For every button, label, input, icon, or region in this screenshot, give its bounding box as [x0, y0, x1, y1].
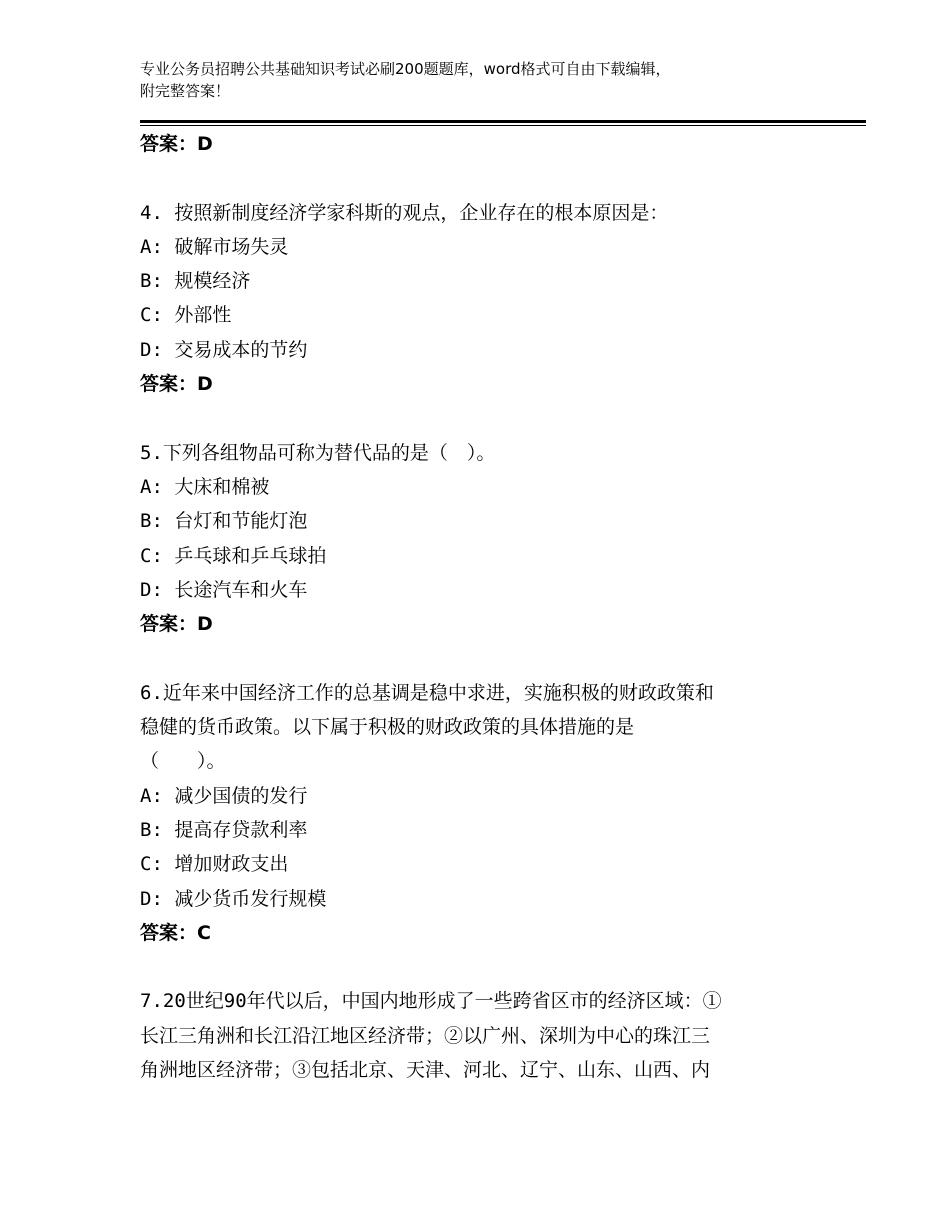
question-stem-line-1: 6.近年来中国经济工作的总基调是稳中求进，实施积极的财政政策和: [140, 681, 714, 704]
answer-label: 答案：C: [140, 921, 211, 944]
answer-label: 答案：D: [140, 613, 213, 636]
answer-label: 答案：D: [140, 373, 213, 396]
question-stem: 4. 按照新制度经济学家科斯的观点，企业存在的根本原因是：: [140, 201, 669, 224]
header-line-1: 专业公务员招聘公共基础知识考试必刷200题题库，word格式可自由下载编辑，: [140, 60, 671, 78]
option-d: D: 长途汽车和火车: [140, 578, 308, 601]
question-6: [140, 676, 840, 950]
spacer: [140, 161, 840, 195]
question-stem: 5.下列各组物品可称为替代品的是（ ）。: [140, 441, 496, 464]
question-stem-line-1: 7.20世纪90年代以后，中国内地形成了一些跨省区市的经济区域：①: [140, 990, 722, 1013]
option-c: C: 增加财政支出: [140, 853, 289, 876]
question-stem-line-3: （ ）。: [140, 750, 226, 773]
previous-answer: 答案：D: [140, 133, 213, 155]
question-stem-line-2: 稳健的货币政策。以下属于积极的财政政策的具体措施的是: [140, 716, 635, 739]
header-rule-thick: [140, 120, 866, 123]
question-4: [140, 196, 840, 402]
option-a: A: 减少国债的发行: [140, 784, 308, 807]
option-c: C: 外部性: [140, 304, 232, 327]
question-5: [140, 436, 840, 642]
option-a: A: 大床和棉被: [140, 475, 270, 498]
header-rule-thin: [140, 125, 866, 126]
question-stem-line-2: 长江三角洲和长江沿江地区经济带；②以广州、深圳为中心的珠江三: [140, 1024, 711, 1047]
document-body: [140, 127, 840, 1087]
option-c: C: 乒乓球和乒乓球拍: [140, 544, 327, 567]
question-7: [140, 984, 840, 1087]
spacer: [140, 950, 840, 984]
question-stem-line-3: 角洲地区经济带；③包括北京、天津、河北、辽宁、山东、山西、内: [140, 1059, 711, 1082]
spacer: [140, 641, 840, 675]
option-b: B: 提高存贷款利率: [140, 818, 308, 841]
header-line-2: 附完整答案！: [140, 82, 231, 100]
option-d: D: 交易成本的节约: [140, 338, 308, 361]
option-d: D: 减少货币发行规模: [140, 887, 327, 910]
option-b: B: 台灯和节能灯泡: [140, 510, 308, 533]
page-header: [140, 58, 840, 102]
option-b: B: 规模经济: [140, 270, 251, 293]
spacer: [140, 401, 840, 435]
option-a: A: 破解市场失灵: [140, 235, 289, 258]
